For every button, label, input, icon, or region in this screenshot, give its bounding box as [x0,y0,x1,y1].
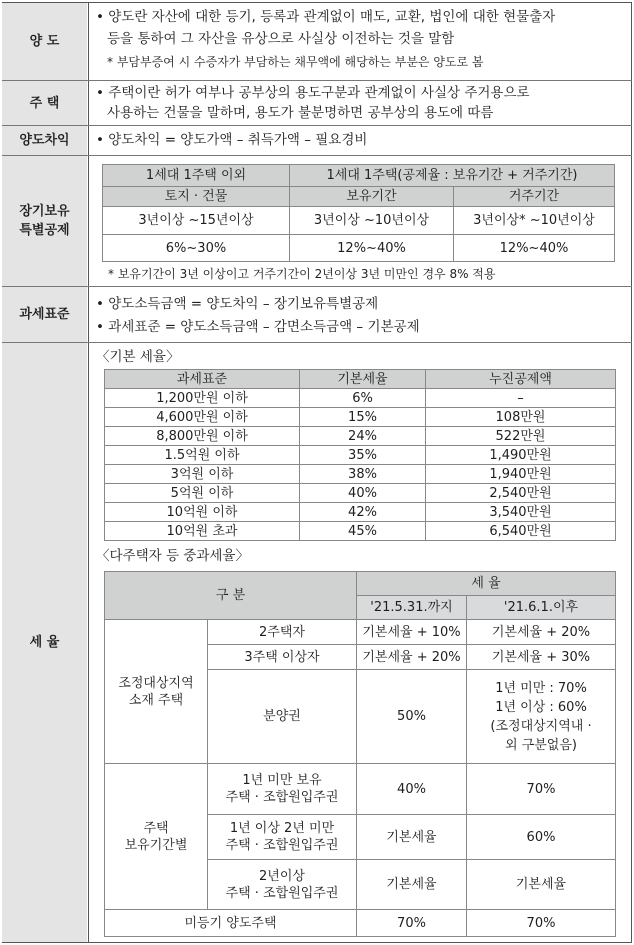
basic-rate-title: 〈기본 세율〉 [96,349,180,365]
heavy-rate-table [104,571,616,937]
heavy-rate-title: 〈다주택자 등 중과세율〉 [96,548,249,564]
basic-row-8-base: 10억원 초과 [105,522,300,541]
ltsd-rate-residence: 12%~40% [454,235,615,262]
label-tax-rate: 세 율 [2,343,87,942]
under-1y-until: 40% [357,764,467,815]
divider-4 [2,286,632,287]
group-regulated-area: 조정대상지역 소재 주택 [105,620,208,764]
basic-row-2-base: 4,600만원 이하 [105,408,300,427]
label-transfer: 양 도 [2,3,87,80]
ltsd-header-residence: 거주기간 [454,187,615,207]
three-house-until: 기본세율 + 20% [357,645,467,670]
frame-top [2,2,632,3]
frame-bottom [2,942,632,943]
heavy-header-rate: 세 율 [357,572,616,596]
basic-row-3-deduction: 522만원 [426,427,616,446]
label-long-term-deduction: 장기보유 특별공제 [2,156,87,286]
basic-header-rate: 기본세율 [300,370,426,389]
basic-row-3-rate: 24% [300,427,426,446]
gain-formula: • 양도차익 = 양도가액 – 취득가액 – 필요경비 [96,132,368,148]
label-gain: 양도차익 [2,126,87,155]
presale-label: 분양권 [208,670,357,764]
ltsd-header-holding: 보유기간 [290,187,454,207]
label-column-divider [88,2,89,943]
basic-row-4-rate: 35% [300,446,426,465]
housing-line-2: 사용하는 건물을 말하며, 용도가 불분명하면 공부상의 용도에 따름 [107,105,494,121]
ltsd-header-land-building: 토지 · 건물 [103,187,290,207]
ltsd-period-residence: 3년이상* ~10년이상 [454,207,615,235]
unregistered-label: 미등기 양도주택 [105,910,357,937]
heavy-header-after: '21.6.1.이후 [467,596,616,620]
1y-to-2y-label: 1년 이상 2년 미만 주택 · 조합원입주권 [208,815,357,860]
basic-row-4-deduction: 1,490만원 [426,446,616,465]
ltsd-header-one-house: 1세대 1주택(공제율 : 보유기간 + 거주기간) [290,165,615,187]
divider-5 [2,342,632,343]
long-term-deduction-table [102,164,615,262]
divider-1 [2,80,632,81]
ltsd-period-holding: 3년이상 ~10년이상 [290,207,454,235]
housing-line-1: • 주택이란 허가 여부나 공부상의 용도구분과 관계없이 사실상 주거용으로 [96,85,530,101]
divider-3 [2,155,632,156]
over-2y-until: 기본세율 [357,860,467,910]
tax-base-line-1: • 양도소득금액 = 양도차익 – 장기보유특별공제 [96,296,379,312]
basic-row-1-rate: 6% [300,389,426,408]
ltsd-rate-holding: 12%~40% [290,235,454,262]
three-house-label: 3주택 이상자 [208,645,357,670]
ltsd-period-general: 3년이상 ~15년이상 [103,207,290,235]
basic-row-5-rate: 38% [300,465,426,484]
unregistered-until: 70% [357,910,467,937]
basic-row-3-base: 8,800만원 이하 [105,427,300,446]
heavy-header-category: 구 분 [105,572,357,620]
heavy-header-until: '21.5.31.까지 [357,596,467,620]
ltsd-note: * 보유기간이 3년 이상이고 거주기간이 2년이상 3년 미만인 경우 8% 적용 [108,267,496,281]
basic-row-4-base: 1.5억원 이하 [105,446,300,465]
basic-row-1-deduction: – [426,389,616,408]
frame-right [631,2,632,943]
basic-row-2-rate: 15% [300,408,426,427]
basic-row-8-rate: 45% [300,522,426,541]
basic-row-8-deduction: 6,540만원 [426,522,616,541]
label-housing: 주 택 [2,81,87,125]
basic-row-5-deduction: 1,940만원 [426,465,616,484]
ltsd-rate-general: 6%~30% [103,235,290,262]
transfer-line-2: 등을 통하여 그 자산을 유상으로 사실상 이전하는 것을 말함 [107,31,455,47]
transfer-line-1: • 양도란 자산에 대한 등기, 등록과 관계없이 매도, 교환, 법인에 대한 현물출자 [96,9,556,25]
two-house-until: 기본세율 + 10% [357,620,467,645]
basic-row-1-base: 1,200만원 이하 [105,389,300,408]
divider-2 [2,125,632,126]
two-house-label: 2주택자 [208,620,357,645]
presale-until: 50% [357,670,467,764]
tax-base-line-2: • 과세표준 = 양도소득금액 – 감면소득금액 – 기본공제 [96,319,420,335]
over-2y-label: 2년이상 주택 · 조합원입주권 [208,860,357,910]
group-holding-period: 주택 보유기간별 [105,764,208,910]
ltsd-header-general: 1세대 1주택 이외 [103,165,290,187]
basic-header-base: 과세표준 [105,370,300,389]
under-1y-after: 70% [467,764,616,815]
basic-row-6-rate: 40% [300,484,426,503]
basic-header-deduction: 누진공제액 [426,370,616,389]
basic-row-6-deduction: 2,540만원 [426,484,616,503]
under-1y-label: 1년 미만 보유 주택 · 조합원입주권 [208,764,357,815]
basic-row-7-deduction: 3,540만원 [426,503,616,522]
1y-to-2y-after: 60% [467,815,616,860]
over-2y-after: 기본세율 [467,860,616,910]
basic-row-2-deduction: 108만원 [426,408,616,427]
transfer-note: * 부담부증여 시 수증자가 부담하는 채무액에 해당하는 부분은 양도로 봄 [107,55,484,69]
basic-row-7-rate: 42% [300,503,426,522]
label-tax-base: 과세표준 [2,287,87,342]
basic-row-7-base: 10억원 이하 [105,503,300,522]
1y-to-2y-until: 기본세율 [357,815,467,860]
unregistered-after: 70% [467,910,616,937]
basic-rate-table [104,369,616,541]
three-house-after: 기본세율 + 30% [467,645,616,670]
basic-row-6-base: 5억원 이하 [105,484,300,503]
basic-row-5-base: 3억원 이하 [105,465,300,484]
two-house-after: 기본세율 + 20% [467,620,616,645]
presale-after: 1년 미만 : 70% 1년 이상 : 60% (조정대상지역내 · 외 구분없음) [467,670,616,764]
